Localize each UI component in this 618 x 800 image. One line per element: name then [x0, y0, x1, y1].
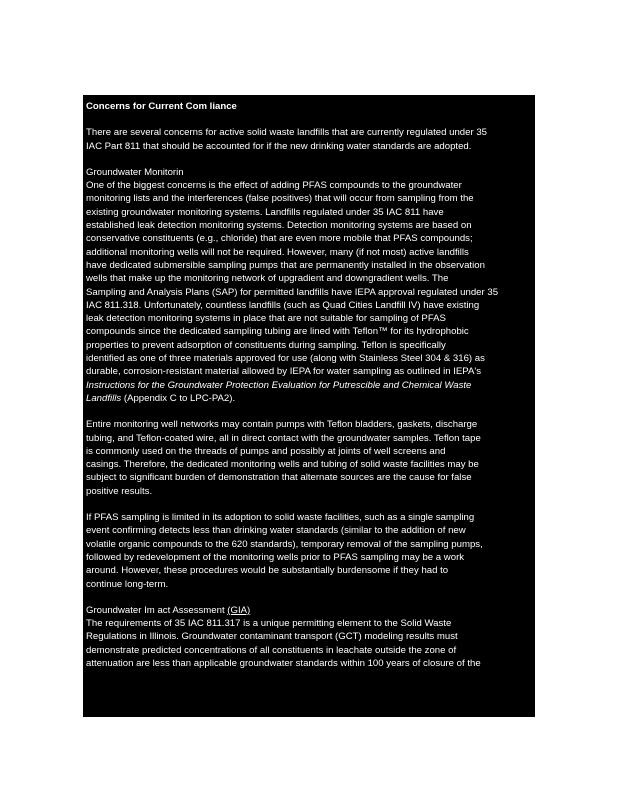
text-line: have dedicated submersible sampling pumps that are permanently installed in the observation [86, 259, 485, 271]
gia-abbreviation: (GIA) [227, 604, 251, 616]
text-line: The requirements of 35 IAC 811.317 is a unique permitting element to the Solid Waste [86, 618, 452, 630]
intro-paragraph [86, 126, 535, 153]
text-line: positive results. [86, 485, 153, 497]
text-line: established leak detection monitoring systems. Detection monitoring systems are based on [86, 220, 472, 232]
monitoring-paragraph-1 [86, 179, 535, 405]
text-line: continue long-term. [86, 578, 169, 590]
monitoring-paragraph-3 [86, 511, 535, 591]
text-line: event confirming detects less than drinking water standards (similar to the addition of new [86, 525, 466, 537]
text-line: IAC 811.318. Unfortunately, countless landfills (such as Quad Cities Landfill IV) have existing [86, 299, 480, 311]
text-line: tubing, and Teflon-coated wire, all in direct contact with the groundwater samples. Teflon tape [86, 432, 481, 444]
text-line: There are several concerns for active solid waste landfills that are currently regulated under 35 [86, 127, 488, 139]
text-line: attenuation are less than applicable groundwater standards within 100 years of closure of the [86, 657, 481, 669]
monitoring-paragraph-2 [86, 418, 535, 498]
text-line: Entire monitoring well networks may contain pumps with Teflon bladders, gaskets, discharge [86, 419, 478, 431]
text-line: subject to significant burden of demonstration that alternate sources are the cause for false [86, 472, 472, 484]
text-line: wells that make up the monitoring network of upgradient and downgradient wells. The [86, 273, 449, 285]
text-line: around. However, these procedures would be substantially burdensome if they had to [86, 565, 449, 577]
document-title-italic: Landfills [86, 392, 122, 404]
document-text-block [83, 95, 535, 717]
text-line: Sampling and Analysis Plans (SAP) for permitted landfills have IEPA approval regulated under 35 [86, 286, 499, 298]
text-line: If PFAS sampling is limited in its adoption to solid waste facilities, such as a single sampling [86, 512, 475, 524]
section-title: Concerns for Current Com liance [86, 101, 237, 112]
text-line: conservative constituents (e.g., chloride) that are even more mobile that PFAS compounds; [86, 233, 473, 245]
text-line: demonstrate predicted concentrations of all constituents in leachate outside the zone of [86, 644, 457, 656]
text-line: IAC Part 811 that should be accounted for if the new drinking water standards are adopted. [86, 140, 472, 152]
text-line: additional monitoring wells will not be required. However, many (if not most) active landfills [86, 246, 469, 258]
text-line: properties to prevent adsorption of constituents during sampling. Teflon is specifically [86, 339, 446, 351]
text-line: identified as one of three materials approved for use (along with Stainless Steel 304 & 316) as [86, 353, 485, 365]
text-line: is commonly used on the threads of pumps and possibly at joints of well screens and [86, 445, 446, 457]
text-line: One of the biggest concerns is the effect of adding PFAS compounds to the groundwater [86, 180, 462, 192]
groundwater-monitoring-heading: Groundwater Monitorin [86, 166, 184, 178]
gia-paragraph [86, 617, 535, 670]
text-line: durable, corrosion-resistant material allowed by IEPA for water sampling as outlined in IEPA's [86, 366, 482, 378]
text-line: leak detection monitoring systems in place that are not suitable for sampling of PFAS [86, 313, 446, 325]
gia-heading [86, 604, 535, 617]
gia-heading-text: Groundwater Im act Assessment [86, 604, 228, 616]
text-line: compounds since the dedicated sampling tubing are lined with Teflon™ for its hydrophobic [86, 326, 469, 338]
text-line: volatile organic compounds to the 620 standards), temporary removal of the sampling pumps, [86, 538, 483, 550]
text-line: monitoring lists and the interferences (false positives) that will occur from sampling from the [86, 193, 474, 205]
text-line: Regulations in Illinois. Groundwater contaminant transport (GCT) modeling results must [86, 631, 458, 643]
text-line: existing groundwater monitoring systems. Landfills regulated under 35 IAC 811 have [86, 206, 444, 218]
appendix-reference: (Appendix C to LPC-PA2). [121, 392, 236, 404]
text-line: casings. Therefore, the dedicated monitoring wells and tubing of solid waste facilities may be [86, 459, 479, 471]
document-title-italic: Instructions for the Groundwater Protection Evaluation for Putrescible and Chemical Waste [86, 379, 472, 391]
text-line: followed by redevelopment of the monitoring wells prior to PFAS sampling may be a work [86, 551, 465, 563]
